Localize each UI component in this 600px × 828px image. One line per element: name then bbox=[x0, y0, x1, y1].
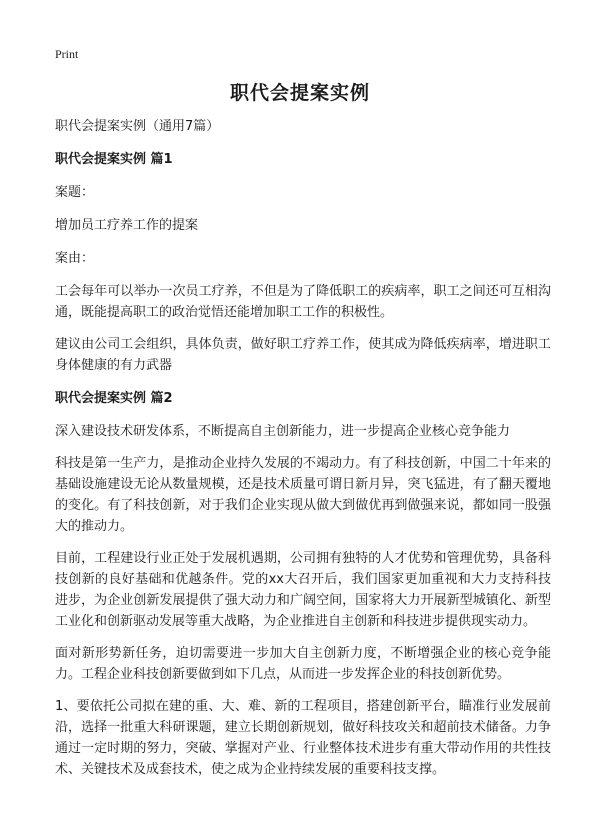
case-reason-label: 案由： bbox=[55, 251, 95, 266]
section2-paragraph-3: 面对新形势新任务，迫切需要进一步加大自主创新力度，不断增强企业的核心竞争能力。工程企业科技创新要做到如下几点，从而进一步发挥企业的科技创新优势。 bbox=[55, 646, 551, 682]
case-reason-paragraph: 工会每年可以举办一次员工疗养，不但是为了降低职工的疾病率，职工之间还可互相沟通，既能提高职工的政治觉悟还能增加职工工作的积极性。 bbox=[55, 284, 551, 320]
section2-intro: 深入建设技术研发体系，不断提高自主创新能力，进一步提高企业核心竞争能力 bbox=[55, 424, 511, 439]
print-link[interactable]: Print bbox=[55, 47, 79, 61]
section-heading-1: 职代会提案实例 篇1 bbox=[55, 152, 173, 167]
section2-paragraph-2: 目前，工程建设行业正处于发展机遇期，公司拥有独特的人才优势和管理优势，具备科技创新的良好基础和优越条件。党的xx大召开后，我们国家更加重视和大力支持科技进步，为企业创新发展提供了强大动力和广阔空间，国家将大力开展新型城镇化、新型工业化和创新驱动发展等重大战略，为企业推进自主创新和科技进步提供现实动力。 bbox=[55, 551, 551, 629]
suggestion-paragraph: 建议由公司工会组织，具体负责，做好职工疗养工作，使其成为降低疾病率，增进职工身体健康的有力武器 bbox=[55, 337, 551, 373]
section-heading-2: 职代会提案实例 篇2 bbox=[55, 391, 173, 406]
case-title-value: 增加员工疗养工作的提案 bbox=[55, 218, 199, 233]
document-body bbox=[55, 116, 551, 780]
document-title: 职代会提案实例 bbox=[229, 82, 370, 104]
section2-paragraph-4: 1、要依托公司拟在建的重、大、难、新的工程项目，搭建创新平台，瞄准行业发展前沿，选择一批重大科研课题，建立长期创新规划，做好科技攻关和超前技术储备。力争通过一定时期的努力，突破、掌握对产业、行业整体技术进步有重大带动作用的共性技术、关键技术及成套技术，使之成为企业持续发展的重要科技支撑。 bbox=[55, 699, 551, 777]
document-subtitle: 职代会提案实例（通用7篇） bbox=[55, 119, 220, 134]
section2-paragraph-1: 科技是第一生产力，是推动企业持久发展的不竭动力。有了科技创新，中国二十年来的基础设施建设无论从数量规模，还是技术质量可谓日新月异，突飞猛进，有了翻天覆地的变化。有了科技创新，对于我们企业实现从做大到做优再到做强来说，都如同一股强大的推动力。 bbox=[55, 456, 551, 534]
case-title-label: 案题： bbox=[55, 185, 95, 200]
